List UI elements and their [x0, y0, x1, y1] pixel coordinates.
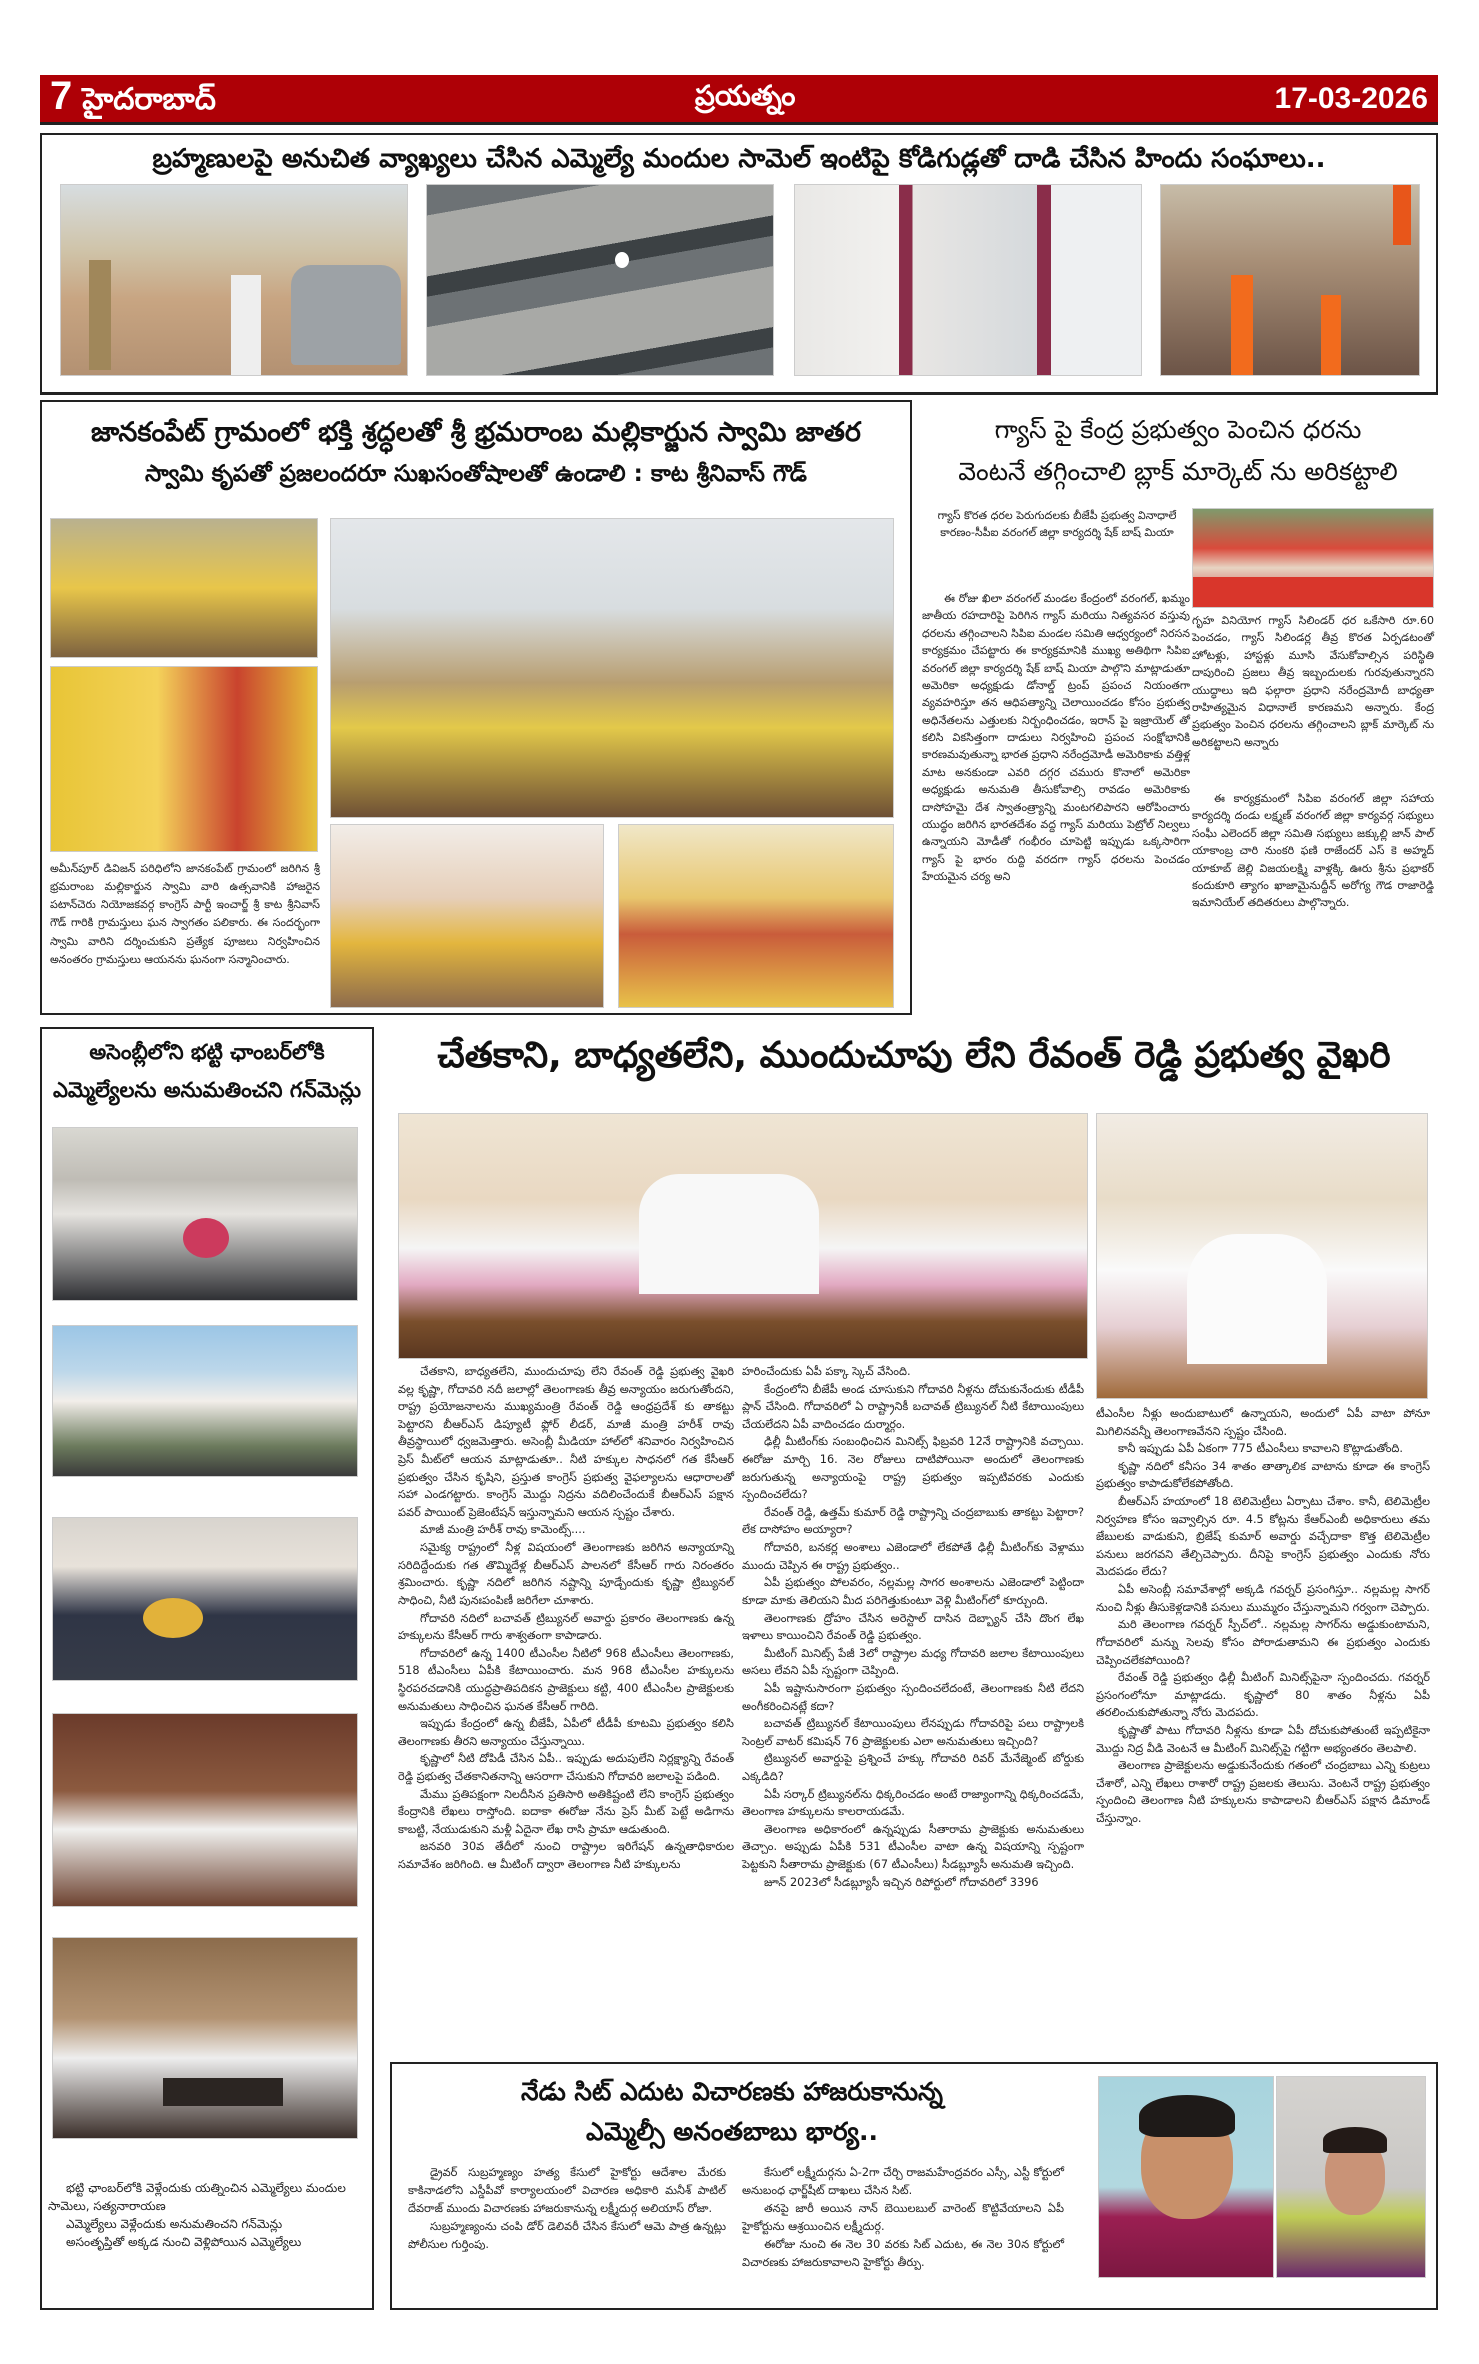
procession-main-photo: [330, 518, 894, 818]
person-figure: [231, 275, 261, 375]
speaker-figure: [639, 1174, 819, 1294]
story-revanth-govt: [390, 1027, 1438, 2032]
temple-puja-photo: [50, 666, 318, 852]
protest-crowd-saffron-photo: [1160, 184, 1420, 376]
story-gunmen: [40, 1027, 374, 2310]
story-gas-body-left: ఈ రోజు ఖిలా వరంగల్ మండల కేంద్రంలో వరంగల్, ఖమ్మం జాతీయ రహదారిపై పెరిగిన గ్యాస్ మరియు నిత్యవసర వస్తువు ధరలను తగ్గించాలని సిపిఐ మండల సమితి ఆధ్వర్యంలో నిరసన కార్యక్రమం చేపట్టారు ఈ కార్యక్రమానికి ముఖ్య అతిథిగా సిపిఐ వరంగల్ జిల్లా కార్యదర్శి షేక్ బాష్ మియా పాల్గొని మాట్లాడుతూ అమెరికా అధ్యక్షుడు డోనాల్డ్ ట్రంప్ ప్రపంచ నియంతగా వ్యవహరిస్తూ తన ఆధిపత్యాన్ని చెలాయించడం కోసం ప్రభుత్వ అధినేతలను ఎత్తులకు నిర్బంధించడం, ఇరాన్ పై ఇజ్రాయెల్ తో కలిసి వికసిత్తంగా దాడులు నిర్వహించి ప్రపంచ సంక్షోభానికి కారణమవుతున్నా భారత ప్రధాని నరేంద్రమోడీ అమెరికాకు వత్తిళ్ల మాట అనకుండా ఎవరి దగ్గర చమురు కొనాలో అమెరికా అధ్యక్షుడు అనుమతి తీసుకోవాల్సి రావడం అమెరికాకు దాసోహమై దేశ స్వాతంత్ర్యాన్ని మంటగలిపారని ఆరోపించారు యుద్ధం జరిగిన భారతదేశం వద్ద గ్యాస్ మరియు పెట్రోల్ నిల్వలు ఉన్నాయని మోడీతో గంభీరం చూపెట్టి ఇప్పుడు ఒక్కసారిగా గ్యాస్ పై భారం రుద్ది వరదగా గ్యాస్ ధరలను పెంచడం హేయమైన చర్య అని: [922, 592, 1190, 883]
story-revanth-col1: [398, 1363, 734, 1874]
page-number: 7: [50, 73, 73, 118]
paragraph: ట్రిబ్యునల్ అవార్డుపై ప్రశ్నించే హక్కు గోదావరి రివర్ మేనేజ్మెంట్ బోర్డుకు ఎక్కడిది?: [742, 1752, 1084, 1784]
story-gunmen-caption: [48, 2179, 368, 2251]
paragraph: సమైక్య రాష్ట్రంలో నీళ్ల విషయంలో తెలంగాణకు జరిగిన అన్యాయాన్ని సరిదిద్దేందుకు గత తొమ్మిదేళ్ల బీఆర్ఎస్ పాలనలో కేసీఆర్ గారు నిరంతరం శ్రమించారు. కృష్ణా నదిలో జరిగిన నష్టాన్ని పూడ్చేందుకు కృష్ణా ట్రిబ్యునల్ సాధించి, నీటి పునఃపంపిణీ జరిగేలా చూశారు.: [398, 1541, 734, 1607]
paragraph: తనపై జారీ అయిన నాన్ బెయిలబుల్ వారెంట్ కొట్టివేయాలని ఏపీ హైకోర్టును ఆశ్రయించిన లక్ష్మీదుర్గ.: [742, 2202, 1064, 2234]
story-anantha-col2: [742, 2164, 1064, 2272]
story-revanth-col2: [742, 1363, 1084, 1891]
story-anantha-subheadline: ఎమ్మెల్సీ అనంతబాబు భార్య..: [586, 2117, 878, 2146]
paragraph: ఏపీ ప్రభుత్వం పోలవరం, నల్లమల్ల సాగర అంశాలను ఎజెండాలో పెట్టిందా కూడా మాకు తెలియని మీద పరిగెత్తుకుంటూ వెళ్లి మీటింగ్‌లో కూర్చుంది.: [742, 1576, 1084, 1607]
assembly-building-statue-photo: [52, 1325, 358, 1477]
group-stage-photo: [618, 824, 894, 1008]
paragraph: జూన్ 2023లో సీడబ్ల్యూసీ ఇచ్చిన రిపోర్టులో గోదావరిలో 3396: [764, 1875, 1039, 1889]
paragraph: రేవంత్ రెడ్డి, ఉత్తమ్ కుమార్ రెడ్డి రాష్ట్రాన్ని చంద్రబాబుకు తాకట్టు పెట్టారా? లేక దాసోహం అయ్యారా?: [742, 1505, 1084, 1537]
hair-shape: [1323, 2127, 1387, 2153]
issue-date: 17-03-2026: [1274, 81, 1428, 115]
saffron-scarf: [1321, 295, 1341, 375]
paragraph: తెలంగాణ అధికారంలో ఉన్నప్పుడు సీతారామ ప్రాజెక్టుకు అనుమతులు తెచ్చాం. అప్పుడు ఏపీకి 531 టీఎంసీల వాటా ఉన్న విషయాన్ని స్పష్టంగా పెట్టకుని సీతారామ ప్రాజెక్టుకు (67 టీఎంసీలు) సీడబ్ల్యూసీ అనుమతి ఇచ్చింది.: [742, 1822, 1084, 1872]
story-egg-attack: [40, 133, 1438, 395]
paragraph: కేంద్రంలోని బీజేపీ అండ చూసుకుని గోదావరి నీళ్లను దోచుకునేందుకు టీడీపీ ప్లాన్ చేసింది. గోదావరిలో ఏ రాష్ట్రానికీ బచావత్ ట్రిబ్యునల్ నీటి కేటాయింపులు చేయలేదని ఏపీ వాదించడం దుర్మార్గం.: [742, 1382, 1084, 1431]
paragraph: హరించేందుకు ఏపీ పక్కా స్కెచ్ వేసింది.: [742, 1365, 911, 1378]
story-anantha-babu: [390, 2062, 1438, 2310]
paragraph: మీటింగ్ మినిట్స్ పేజీ 3లో రాష్ట్రాల మధ్య గోదావరి జలాల కేటాయింపులు అసలు లేవని ఏపీ స్పష్టంగా చెప్పింది.: [742, 1646, 1084, 1678]
caption-line: అసంతృప్తితో అక్కడ నుంచి వెళ్లిపోయిన ఎమ్మెల్యేలు: [66, 2235, 302, 2249]
story-gas-headline: గ్యాస్ పై కేంద్ర ప్రభుత్వం పెంచిన ధరను: [994, 415, 1362, 444]
paragraph: మరి తెలంగాణ గవర్నర్ స్పీచ్‌లో.. నల్లమల్ల సాగర్‌ను అడ్డుకుంటామని, గోదావరిలో మన్ను సెలవు కోసం పోరాడుతామని ఈ ప్రభుత్వం ఎందుకు చెప్పించలేకపోయింది?: [1096, 1618, 1430, 1667]
paragraph: తెలంగాణ ప్రాజెక్టులను అడ్డుకునేందుకు గతంలో చంద్రబాబు ఎన్ని కుట్రలు చేశారో, ఎన్ని లేఖలు రాశారో రాష్ట్ర ప్రజలకు తెలుసు. వెంటనే రాష్ట్ర ప్రభుత్వం స్పందించి తెలంగాణ నీటి హక్కులను కాపాడాలని బీఆర్ఎస్ పక్షాన డిమాండ్ చేస్తున్నాం.: [1096, 1759, 1430, 1826]
story-gunmen-headline: అసెంబ్లీలోని భట్టి ఛాంబర్‌లోకి: [89, 1040, 325, 1064]
house-building-photo: [794, 184, 1142, 376]
paragraph: ఏపీ అసెంబ్లీ సమావేశాల్లో అక్కడి గవర్నర్ ప్రసంగిస్తూ.. నల్లమల్ల సాగర్ నుంచి నీళ్లు తీసుకెళ్లడానికి పనులు ముమ్మరం చేస్తున్నామని గర్వంగా చెప్పారు.: [1096, 1583, 1430, 1614]
paragraph: మేము ప్రతిపక్షంగా నిలదీసిన ప్రతిసారి అతికిష్టంటి లేని కాంగ్రెస్ ప్రభుత్వం కేంద్రానికి లేఖలు రాస్తోంది. ఐదాకా ఈరోజు నేను ప్రెస్ మీట్ పెట్టే అడిగాను కాబట్టి, నేయుడుకుని మళ్లీ ఏదైనా లేఖ రాసి ప్రామా ఆడుతుంది.: [398, 1787, 734, 1836]
story-egg-attack-headline: బ్రహ్మణులపై అనుచిత వ్యాఖ్యలు చేసిన ఎమ్మెల్యే మందుల సామెల్ ఇంటిపై కోడిగుడ్లతో దాడి చేసిన హిందు సంఘాలు..: [152, 144, 1326, 174]
story-gas-body-right: ఈ కార్యక్రమంలో సిపిఐ వరంగల్ జిల్లా సహాయ కార్యదర్శి దండు లక్ష్మణ్ వరంగల్ జిల్లా కార్యవర్గ సభ్యులు సంఘీ ఎలెందర్ జిల్లా సమితి సభ్యులు జక్కుల్లి జాన్ పాల్ యాకాంబ్ర చారి నుంకరి ఫణి రాజేందర్ ఎస్ కె అహ్మద్ యాకూబ్ జెల్లి విజయలక్ష్మి వాళ్లక్కి ఊరు శ్రీను ప్రభాకర్ కందుకూరి త్యాగం ఖాజామైనుద్దీన్ అరోగ్య గౌడ రాజారెడ్డి ఇమానియేల్ తదితరులు పాల్గొన్నారు.: [1192, 792, 1434, 910]
story-gas-deck: గ్యాస్ కొరత ధరల పెరుగుదలకు బీజేపీ ప్రభుత్వ వినాధాలే కారణం-సీపీఐ వరంగల్ జిల్లా కార్యదర్శి షేక్ బాష్ మియా: [937, 509, 1177, 539]
paragraph: చేతకాని, బాధ్యతలేని, ముందుచూపు లేని రేవంత్ రెడ్డి ప్రభుత్వ వైఖరి వల్ల కృష్ణా, గోదావరి నదీ జలాల్లో తెలంగాణకు తీవ్ర అన్యాయం జరుగుతోందని, రాష్ట్ర ప్రయోజనాలను ముఖ్యమంత్రి రేవంత్ రెడ్డి ఆంధ్రప్రదేశ్ కు తాకట్టు పెట్టారని బీఆర్ఎస్ డిప్యూటీ ఫ్లోర్ లీడర్, మాజీ మంత్రి హరీశ్ రావు తీవ్రస్థాయిలో ధ్వజమెత్తారు. అసెంబ్లీ మీడియా హాల్‌లో శనివారం నిర్వహించిన ప్రెస్ మీట్‌లో ఆయన మాట్లాడుతూ.. నీటి హక్కుల సాధనలో గత కేసీఆర్ ప్రభుత్వం చేసిన కృషిని, ప్రస్తుత కాంగ్రెస్ ప్రభుత్వ వైఫల్యాలను ఆధారాలతో సహా ఎండగట్టారు. కాంగ్రెస్ మొద్దు నిద్రను వదిలించేందుకే బీఆర్ఎస్ పక్షాన పవర్ పాయింట్ ప్రెజెంటేషన్ ఇస్తున్నామని ఆయన స్పష్టం చేశారు.: [398, 1365, 734, 1519]
paragraph: ఢిల్లీ మీటింగ్‌కు సంబంధించిన మినిట్స్ ఫిబ్రవరి 12నే రాష్ట్రానికి వచ్చాయి. ఈరోజు మార్చి 16. నెల రోజులు దాటిపోయినా అందులో తెలంగాణకు జరుగుతున్న అన్యాయంపై రాష్ట్ర ప్రభుత్వం ఇప్పటివరకు ఎందుకు స్పందించలేదు?: [742, 1435, 1084, 1502]
egg-stain: [615, 252, 629, 268]
section-name: హైదరాబాద్: [82, 81, 216, 117]
paragraph: బీఆర్ఎస్ హయాంలో 18 టెలిమెట్రీలు ఏర్పాటు చేశాం. కానీ, టెలిమెట్రీల నిర్వహణ కోసం ఇవ్వాల్సిన రూ. 4.5 కోట్లను కేఆర్ఎంబీ అధికారులు తమ జేబులకు వాడుకుని, బ్రిజేష్ కుమార్ అవార్డు వచ్చేదాకా కొత్త టెలిమెట్రీల పనులు జరగవని తేల్చిచెప్పారు. దీనిపై కాంగ్రెస్ ప్రభుత్వం ఎందుకు నోరు మెదపడం లేదు?: [1096, 1495, 1430, 1579]
story-gas-price: [918, 400, 1438, 1015]
masthead: [40, 75, 1438, 125]
paragraph: డ్రైవర్ సుబ్రహ్మణ్యం హత్య కేసులో హైకోర్టు ఆదేశాల మేరకు కాకినాడలోని ఎస్డీపీవో కార్యాలయంలో విచారణ అధికారి మనీశ్ పాటిల్ దేవరాజ్ ముందు విచారణకు హాజరుకానున్న లక్ష్మీదుర్గ అలియాస్ రోజా.: [408, 2166, 726, 2216]
tent-gathering-photo: [330, 824, 604, 1008]
police-figure: [89, 260, 111, 370]
bouquet: [143, 1598, 203, 1638]
hair-shape: [1139, 2095, 1235, 2137]
story-revanth-col3: [1096, 1405, 1430, 1828]
car-shape: [291, 265, 401, 365]
bouquet: [183, 1218, 229, 1258]
cpi-protest-photo: [1192, 508, 1434, 608]
paragraph: కృష్ణాలో నీటి దోపిడీ చేసిన ఏపీ.. ఇప్పుడు అదుపులేని నిర్లక్ష్యాన్ని రేవంత్ రెడ్డి ప్రభుత్వ చేతకానితనాన్ని ఆసరాగా చేసుకుని గోదావరి జలాలపై పడింది.: [398, 1752, 734, 1784]
masthead-left: [50, 74, 216, 124]
woman-portrait-photo: [1276, 2076, 1426, 2278]
story-gunmen-subheadline: ఎమ్మెల్యేలను అనుమతించని గన్‌మెన్లు: [52, 1078, 362, 1102]
paper-name: ప్రయత్నం: [694, 78, 796, 112]
paragraph: రేవంత్ రెడ్డి ప్రభుత్వం ఢిల్లీ మీటింగ్ మినిట్స్‌పైనా స్పందించదు. గవర్నర్ ప్రసంగంలోనూ మాట్లాడదు. కృష్ణాలో 80 శాతం నీళ్లను ఏపీ తరలించుకుపోతున్నా నోరు మెదపదు.: [1096, 1671, 1430, 1720]
story-anantha-col1: [408, 2164, 726, 2254]
bouquet-presentation-photo: [52, 1517, 358, 1681]
story-gas-subheadline: వెంటనే తగ్గించాలి బ్లాక్ మార్కెట్ ను అరికట్టాలి: [958, 457, 1398, 486]
saffron-flag: [1393, 185, 1411, 245]
paragraph: ఈరోజు నుంచి ఈ నెల 30 వరకు సిట్ ఎదుట, ఈ నెల 30న కోర్టులో విచారణకు హాజరుకావాలని హైకోర్టు తీర్పు.: [742, 2238, 1064, 2270]
bouquet-greeting-photo: [52, 1127, 358, 1301]
paragraph: గోదావరిలో ఉన్న 1400 టీఎంసీల నీటిలో 968 టీఎంసీలు తెలంగాణకు, 518 టీఎంసీలు ఏపీకి కేటాయించారు. మన 968 టీఎంసీల హక్కులను స్థిరపరచడానికి యుద్ధప్రాతిపదికన ప్రాజెక్టులు కట్టి, 400 టీఎంసీల ప్రాజెక్టులకు అనుమతులు సాధించిన ఘనత కేసీఆర్ గారిది.: [398, 1646, 734, 1713]
paragraph: టీఎంసీల నీళ్లు అందుబాటులో ఉన్నాయని, అందులో ఏపీ వాటా పోనూ మిగిలినవన్నీ తెలంగాణవేనని స్పష్టం చేసింది.: [1096, 1407, 1430, 1438]
story-gas-photo-caption: గృహ వినియోగ గ్యాస్ సిలిండర్ ధర ఒకేసారి రూ.60 పెంచడం, గ్యాస్ సిలిండర్ల తీవ్ర కొరత ఏర్పడటంతో హోటళ్లు, హాస్టళ్లు మూసి వేసుకోవాల్సిన పరిస్థితి దాపురించి ప్రజలు తీవ్ర ఇబ్బందులకు గురవుతున్నారని యుద్ధాలు ఇది ఫల్గారా ప్రధాని నరేంద్రమోదీ బాధ్యతా రాహిత్యమైన విధానాలే కారణమని అన్నారు. కేంద్ర ప్రభుత్వం పెంచిన ధరలను తగ్గించాలని బ్లాక్ మార్కెట్ ను అరికట్టాలని అన్నారు: [1192, 614, 1434, 749]
story-jatara-body: అమీన్‌పూర్ డివిజన్ పరిధిలోని జానకంపేట్ గ్రామంలో జరిగిన శ్రీ భ్రమరాంబ మల్లికార్జున స్వామి వారి ఉత్సవానికి హాజరైన పటాన్‌చెరు నియోజకవర్గ కాంగ్రెస్ పార్టీ ఇంచార్జ్ శ్రీ కాట శ్రీనివాస్ గౌడ్ గారికి గ్రామస్తులు ఘన స్వాగతం పలికారు. ఈ సందర్భంగా స్వామి వారిని దర్శించుకుని ప్రత్యేక పూజలు నిర్వహించిన అనంతరం గ్రామస్తులు ఆయనను ఘనంగా సన్మానించారు.: [50, 862, 320, 966]
assembly-hall-block-photo: [52, 1937, 358, 2139]
story-revanth-headline: చేతకాని, బాధ్యతలేని, ముందుచూపు లేని రేవంత్ రెడ్డి ప్రభుత్వ వైఖరి: [437, 1035, 1391, 1076]
story-anantha-headline: నేడు సిట్ ఎదుట విచారణకు హాజరుకానున్న: [521, 2077, 943, 2106]
cpi-banner: [1193, 577, 1433, 607]
paragraph: ఏపీ సర్కార్ ట్రిబ్యునల్‌ను ధిక్కరించడం అంటే రాజ్యాంగాన్ని ధిక్కరించడమే, తెలంగాణ హక్కులను కాలరాయడమే.: [742, 1787, 1084, 1819]
paragraph: కృష్ణా నదిలో కనీసం 34 శాతం తాత్కాలిక వాటాను కూడా ఈ కాంగ్రెస్ ప్రభుత్వం కాపాడుకోలేకపోతోంది.: [1096, 1459, 1430, 1491]
speaker-podium-photo: [52, 1713, 358, 1907]
speaker-figure: [1187, 1234, 1327, 1364]
paragraph: ఇప్పుడు కేంద్రంలో ఉన్న బీజేపీ, ఏపీలో టీడీపీ కూటమి ప్రభుత్వం కలిసి తెలంగాణకు తీరని అన్యాయం చేస్తున్నాయి.: [398, 1717, 734, 1748]
block-sign: [163, 2078, 283, 2106]
procession-photo: [50, 518, 318, 658]
caption-line: ఎమ్మెల్యేలు వెళ్లేందుకు అనుమతించని గన్‌మెన్లు: [66, 2217, 283, 2231]
paragraph: మాజీ మంత్రి హరీశ్ రావు కామెంట్స్....: [420, 1523, 586, 1537]
saffron-scarf: [1231, 275, 1253, 375]
story-jatara-headline: జానకంపేట్ గ్రామంలో భక్తి శ్రద్ధలతో శ్రీ భ్రమరాంబ మల్లికార్జున స్వామి జాతర: [91, 417, 861, 448]
harish-rao-photo: [1096, 1113, 1428, 1399]
paragraph: జనవరి 30వ తేదీలో నుంచి రాష్ట్రాల ఇరిగేషన్ ఉన్నతాధికారుల సమావేశం జరిగింది. ఆ మీటింగ్ ద్వారా తెలంగాణ నీటి హక్కులను: [398, 1840, 734, 1872]
paragraph: గోదావరి, బనకర్ల అంశాలు ఎజెండాలో లేకపోతే ఢిల్లీ మీటింగ్‌కు వెళ్లాము ముందు చెప్పిన ఈ రాష్ట్ర ప్రభుత్వం..: [742, 1541, 1084, 1572]
caption-line: భట్టి ఛాంబర్‌లోకి వెళ్లేందుకు యత్నించిన ఎమ్మెల్యేలు మందుల సామెలు, సత్యనారాయణ: [48, 2181, 346, 2213]
paragraph: సుబ్రహ్మణ్యంను చంపి డోర్ డెలివరీ చేసిన కేసులో ఆమె పాత్ర ఉన్నట్లు పోలీసుల గుర్తింపు.: [408, 2220, 726, 2252]
street-police-car-photo: [60, 184, 408, 376]
press-meet-photo: [398, 1113, 1088, 1359]
paragraph: కానీ ఇప్పుడు ఏపీ ఏకంగా 775 టీఎంసీలు కావాలని కొట్లాడుతోంది.: [1118, 1442, 1403, 1456]
egg-stains-wall-photo: [426, 184, 774, 376]
paragraph: ఏపీ ఇష్టానుసారంగా ప్రభుత్వం స్పందించలేదంటే, తెలంగాణకు నీటి లేదని అంగీకరించినట్లే కదా?: [742, 1681, 1084, 1713]
paragraph: బచావత్ ట్రిబ్యునల్ కేటాయింపులు లేనప్పుడు గోదావరిపై పలు రాష్ట్రాలకి సెంట్రల్ వాటర్ కమిషన్ 76 ప్రాజెక్టులకు ఎలా అనుమతులు ఇచ్చింది?: [742, 1717, 1084, 1748]
paragraph: గోదావరి నదిలో బచావత్ ట్రిబ్యునల్ అవార్డు ప్రకారం తెలంగాణకు ఉన్న హక్కులను కేసీఆర్ గారు శాశ్వతంగా కాపాడారు.: [398, 1611, 734, 1643]
paragraph: తెలంగాణకు ద్రోహం చేసిన అరెస్టాల్ దాసిన దెబ్బ్యాన్ చేసి దొంగ లేఖ ఇళాలు కాయించిని రేవంత్ రెడ్డి ప్రభుత్వం.: [742, 1611, 1084, 1643]
story-jatara-subheadline: స్వామి కృపతో ప్రజలందరూ సుఖసంతోషాలతో ఉండాలి : కాట శ్రీనివాస్ గౌడ్: [145, 461, 807, 487]
paragraph: కృష్ణాతో పాటు గోదావరి నీళ్లను కూడా ఏపీ దోచుకుపోతుంటే ఇప్పటికైనా మొద్దు నిద్ర వీడి వెంటనే ఆ మీటింగ్ మినిట్స్‌పై గట్టిగా అభ్యంతరం తెలపాలి.: [1096, 1723, 1430, 1755]
story-jatara: [40, 400, 912, 1015]
man-portrait-photo: [1098, 2076, 1274, 2278]
paragraph: కేసులో లక్ష్మీదుర్గను ఏ-2గా చేర్చి రాజమహేంద్రవరం ఎస్సీ, ఎస్టీ కోర్టులో అనుబంధ ఛార్జ్‌షీట్ దాఖలు చేసిన సిట్.: [742, 2166, 1064, 2198]
